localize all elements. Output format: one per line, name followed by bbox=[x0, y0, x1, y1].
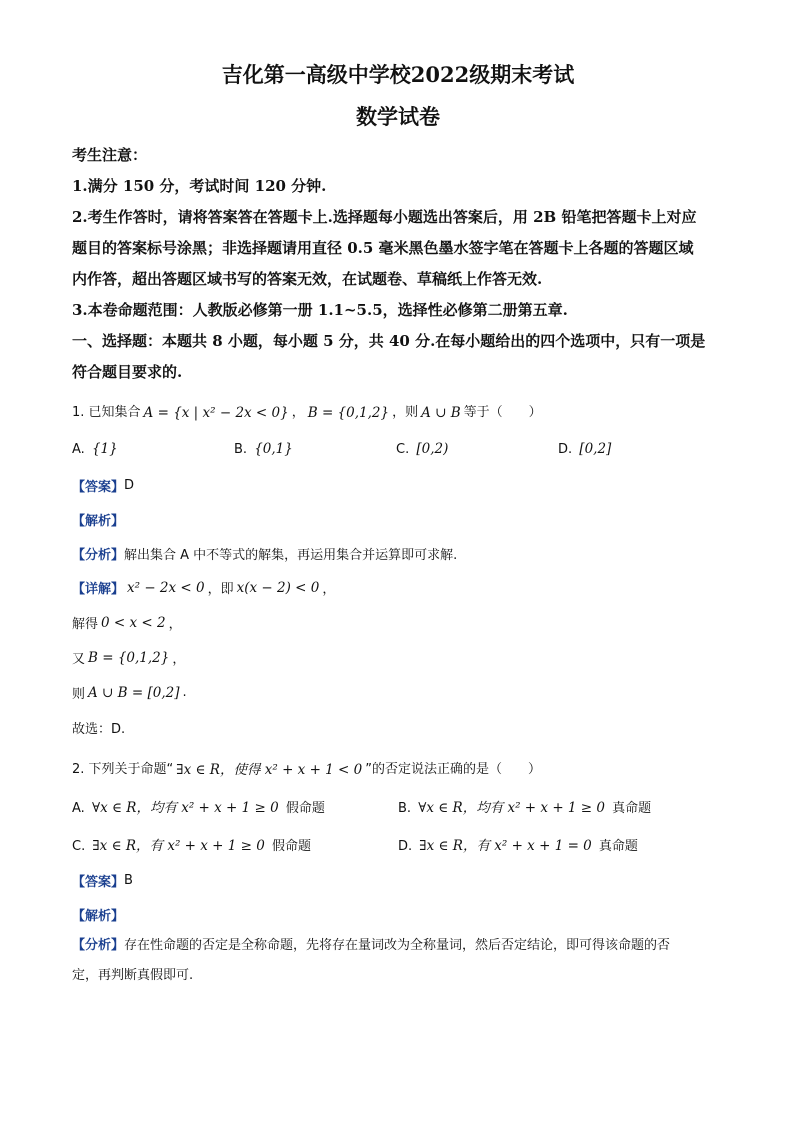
q2-option-c-label: C. bbox=[72, 839, 86, 854]
q2-answer bbox=[72, 863, 724, 897]
q1-set-b: B = {0,1,2} bbox=[307, 405, 390, 421]
q1-detail-step-4 bbox=[72, 675, 724, 710]
q1-step4-prefix: 则 bbox=[72, 687, 86, 702]
section-1-heading bbox=[72, 326, 724, 388]
q1-option-d-label: D. bbox=[558, 442, 573, 457]
q2-answer-tag: 【答案】 bbox=[72, 874, 125, 890]
q2-option-d-label: D. bbox=[398, 839, 413, 854]
q1-suffix: 等于（ ） bbox=[463, 405, 542, 420]
q1-detail-step-1 bbox=[72, 570, 724, 605]
exam-page bbox=[72, 60, 724, 991]
q2-option-d-expr: ∃x ∈ R，有 x² + x + 1 = 0 bbox=[419, 838, 592, 854]
q2-option-b[interactable] bbox=[398, 796, 724, 816]
q1-conclusion bbox=[72, 710, 724, 745]
q1-fenxi-tag: 【分析】 bbox=[72, 547, 125, 563]
q1-option-c-label: C. bbox=[396, 442, 410, 457]
q2-options-row-2 bbox=[72, 825, 724, 863]
q1-analysis bbox=[72, 502, 724, 536]
q1-option-c[interactable] bbox=[396, 441, 558, 457]
q2-analysis bbox=[72, 897, 724, 931]
q1-detail-tag: 【详解】 bbox=[72, 582, 125, 597]
q1-options bbox=[72, 430, 724, 468]
notice-item-1: 1.满分 150 分，考试时间 120 分钟. bbox=[72, 177, 327, 195]
q2-option-a-expr: ∀x ∈ R，均有 x² + x + 1 ≥ 0 bbox=[91, 800, 279, 816]
q1-answer-tag: 【答案】 bbox=[72, 479, 125, 495]
q1-step4-expr: A ∪ B = [0,2] bbox=[88, 684, 180, 701]
q1-step1-mid: ，即 bbox=[207, 582, 234, 597]
q2-option-a[interactable] bbox=[72, 796, 398, 816]
notice-item-3: 3.本卷命题范围：人教版必修第一册 1.1~5.5，选择性必修第二册第五章. bbox=[72, 301, 568, 319]
q2-option-b-text: 真命题 bbox=[612, 801, 652, 816]
q1-step1-end: ， bbox=[322, 582, 336, 597]
q1-step3-prefix: 又 bbox=[72, 652, 86, 667]
q2-option-c-expr: ∃x ∈ R，有 x² + x + 1 ≥ 0 bbox=[92, 838, 265, 854]
notice-heading: 考生注意： bbox=[72, 146, 148, 164]
q1-option-b[interactable] bbox=[234, 441, 396, 457]
q1-mid: ，则 bbox=[392, 405, 419, 420]
q1-fenxi bbox=[72, 536, 724, 570]
notice-section bbox=[72, 140, 724, 326]
q1-answer bbox=[72, 468, 724, 502]
question-2-stem bbox=[72, 753, 724, 787]
q2-analysis-tag: 【解析】 bbox=[72, 908, 125, 924]
q1-answer-value: D bbox=[124, 477, 135, 493]
q1-conclusion-text: 故选：D. bbox=[72, 722, 126, 737]
q1-step3-end: ， bbox=[172, 652, 186, 667]
q2-answer-value: B bbox=[124, 872, 133, 888]
q2-options-row-1 bbox=[72, 787, 724, 825]
exam-subtitle: 数学试卷 bbox=[356, 104, 440, 129]
q2-option-d-text: 真命题 bbox=[598, 839, 638, 854]
q1-step3-expr: B = {0,1,2} bbox=[88, 649, 170, 666]
notice-item-2-line-3: 内作答，超出答题区域书写的答案无效，在试题卷、草稿纸上作答无效. bbox=[72, 270, 543, 288]
q1-detail-step-2 bbox=[72, 605, 724, 640]
q2-option-a-text: 假命题 bbox=[285, 801, 325, 816]
q1-step2-prefix: 解得 bbox=[72, 617, 99, 632]
q2-suffix: ”的否定说法正确的是（ ） bbox=[365, 762, 541, 777]
q1-option-a-label: A. bbox=[72, 442, 85, 457]
q2-option-d[interactable] bbox=[398, 834, 724, 854]
q2-prefix: 2. 下列关于命题“ bbox=[72, 762, 174, 777]
notice-item-2-line-2: 题目的答案标号涂黑；非选择题请用直径 0.5 毫米黑色墨水签字笔在答题卡上各题的答题区域 bbox=[72, 239, 694, 257]
q2-option-b-label: B. bbox=[398, 801, 412, 816]
question-2 bbox=[72, 753, 724, 991]
q1-comma: ， bbox=[291, 405, 305, 420]
q1-option-b-value: {0,1} bbox=[254, 441, 293, 457]
q1-prefix: 1. 已知集合 bbox=[72, 405, 141, 420]
q2-fenxi-line-1 bbox=[72, 931, 724, 961]
q1-set-a: A = {x | x² − 2x < 0} bbox=[143, 405, 289, 421]
section-1-line-1: 一、选择题：本题共 8 小题，每小题 5 分，共 40 分.在每小题给出的四个选项中，只有一项是 bbox=[72, 332, 706, 350]
q2-fenxi-line-2: 定，再判断真假即可. bbox=[72, 968, 194, 983]
section-1-line-2: 符合题目要求的. bbox=[72, 363, 183, 381]
exam-title: 吉化第一高级中学校2022级期末考试 bbox=[221, 62, 575, 87]
q1-step2-expr: 0 < x < 2 bbox=[101, 614, 166, 631]
q1-option-c-value: [0,2) bbox=[416, 441, 449, 457]
q1-option-d-value: [0,2] bbox=[579, 441, 612, 457]
q1-option-a-value: {1} bbox=[91, 441, 118, 457]
q1-step2-end: ， bbox=[168, 617, 182, 632]
q2-option-c-text: 假命题 bbox=[271, 839, 311, 854]
q1-option-a[interactable] bbox=[72, 441, 234, 457]
q1-union: A ∪ B bbox=[421, 405, 461, 421]
q2-fenxi-text-1: 存在性命题的否定是全称命题，先将存在量词改为全称量词，然后否定结论，即可得该命题的否 bbox=[124, 938, 671, 953]
q1-detail-step-3 bbox=[72, 640, 724, 675]
q1-analysis-tag: 【解析】 bbox=[72, 513, 125, 529]
q2-option-a-label: A. bbox=[72, 801, 85, 816]
q1-option-b-label: B. bbox=[234, 442, 248, 457]
notice-item-2-line-1: 2.考生作答时，请将答案答在答题卡上.选择题每小题选出答案后，用 2B 铅笔把答题卡上对应 bbox=[72, 208, 697, 226]
question-1 bbox=[72, 396, 724, 745]
q2-option-c[interactable] bbox=[72, 834, 398, 854]
q1-step1-expr1: x² − 2x < 0 bbox=[127, 579, 205, 596]
q1-fenxi-text: 解出集合 A 中不等式的解集，再运用集合并运算即可求解. bbox=[124, 547, 458, 563]
q2-expr: ∃x ∈ R，使得 x² + x + 1 < 0 bbox=[176, 762, 363, 778]
q1-step4-end: . bbox=[182, 685, 187, 700]
q2-option-b-expr: ∀x ∈ R，均有 x² + x + 1 ≥ 0 bbox=[418, 800, 605, 816]
q1-step1-expr2: x(x − 2) < 0 bbox=[236, 579, 320, 596]
question-1-stem bbox=[72, 396, 724, 430]
q1-option-d[interactable] bbox=[558, 441, 720, 457]
q2-fenxi-tag: 【分析】 bbox=[72, 938, 125, 953]
